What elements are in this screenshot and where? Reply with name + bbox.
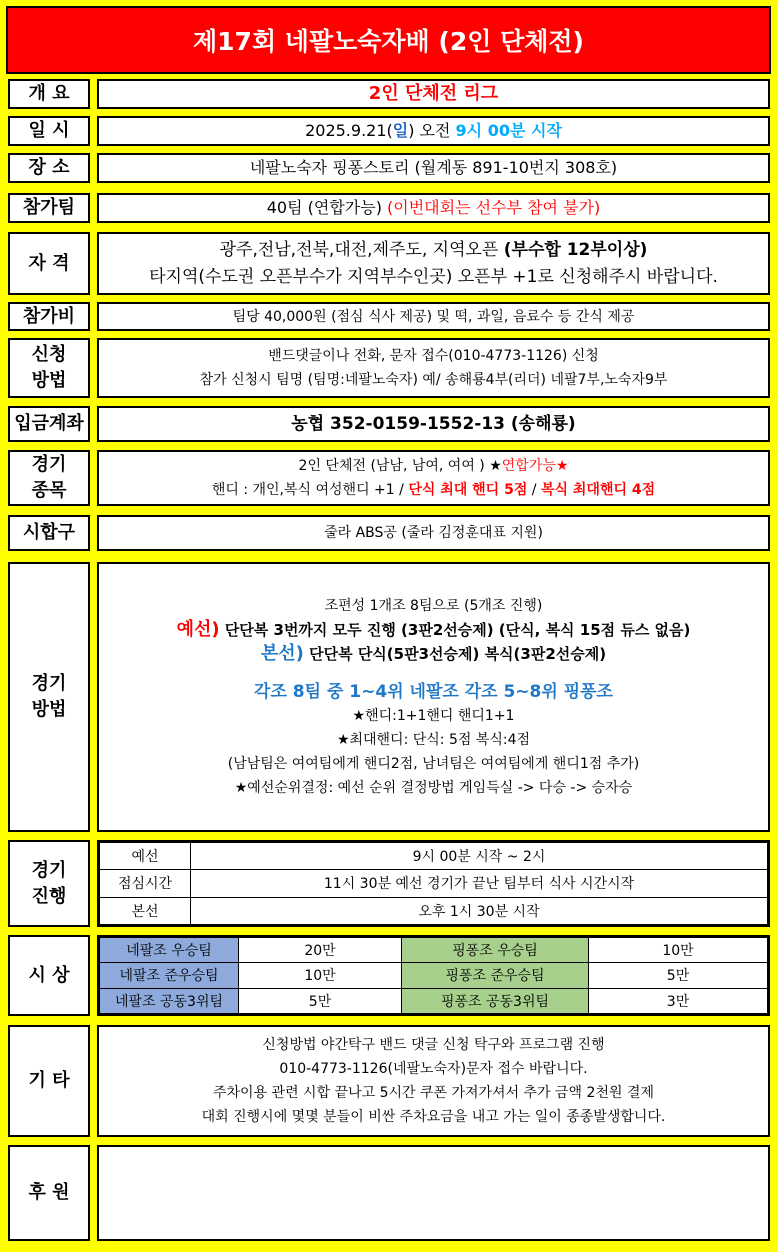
events-line2b: 단식 최대 핸디 5점 — [408, 482, 528, 498]
place-value-box — [97, 153, 770, 183]
table-row — [100, 843, 768, 870]
date-line — [305, 119, 562, 143]
date-close: ) 오전 — [408, 121, 456, 140]
events-label: 경기 종목 — [8, 450, 90, 506]
overview-value-box — [97, 79, 770, 109]
progress-label: 경기 진행 — [8, 840, 90, 927]
fee-value-box — [97, 302, 770, 331]
method-l4: 각조 8팀 중 1~4위 네팔조 각조 5~8위 핑퐁조 — [254, 682, 613, 702]
sponsor-label: 후 원 — [8, 1145, 90, 1241]
progress-name: 본선 — [100, 897, 191, 924]
method-l2: 단단복 3번까지 모두 진행 (3판2선승제) (단식, 복식 15점 듀스 없음) — [219, 621, 691, 639]
prize-pingpong-amount: 10만 — [589, 938, 768, 963]
events-line2a: 핸디 : 개인,복식 여성핸디 +1 / — [211, 482, 409, 498]
date-text: 2025.9.21( — [305, 121, 393, 140]
date-label: 일 시 — [8, 116, 90, 146]
events-value-box — [97, 450, 770, 506]
table-row — [100, 963, 768, 988]
prize-pingpong-name: 핑퐁조 우승팀 — [402, 938, 589, 963]
other-l1: 신청방법 야간탁구 밴드 댓글 신청 탁구와 프로그램 진행 — [262, 1037, 605, 1053]
date-time: 9시 00분 시작 — [455, 121, 562, 140]
progress-name: 점심시간 — [100, 870, 191, 897]
progress-table — [99, 842, 768, 925]
qualification-line1: 광주,전남,전북,대전,제주도, 지역오픈 — [219, 239, 504, 260]
method-value-box — [97, 562, 770, 832]
method-l8: ★예선순위결정: 예선 순위 결정방법 게임득실 -> 다승 -> 승자승 — [234, 780, 633, 796]
teams-value: 40팀 (연합가능) — [266, 198, 388, 217]
table-row — [100, 988, 768, 1013]
ball-value: 줄라 ABS공 (줄라 김정훈대표 지원) — [324, 525, 543, 541]
place-label: 장 소 — [8, 153, 90, 183]
method-main-tag: 본선) — [260, 643, 304, 664]
other-l2: 010-4773-1126(네팔노숙자)문자 접수 바랍니다. — [279, 1061, 588, 1077]
qualification-value-box — [97, 232, 770, 295]
teams-label: 참가팀 — [8, 193, 90, 223]
method-label: 경기 방법 — [8, 562, 90, 832]
account-value: 농협 352-0159-1552-13 (송해룡) — [291, 414, 576, 434]
date-day: 일 — [392, 121, 409, 140]
overview-label: 개 요 — [8, 79, 90, 109]
prize-nepal-name: 네팔조 공동3위팀 — [100, 988, 239, 1013]
other-l3: 주차이용 관련 시합 끝나고 5시간 쿠폰 가져가셔서 추가 금액 2천원 결제 — [213, 1085, 654, 1101]
teams-note: (이번대회는 선수부 참여 불가) — [387, 198, 601, 217]
qualification-line1-bold: (부수합 12부이상) — [503, 239, 648, 260]
events-line1: 2인 단체전 (남남, 남여, 여여 ) ★ — [298, 458, 502, 474]
teams-value-box — [97, 193, 770, 223]
qualification-line2: 타지역(수도권 오픈부수가 지역부수인곳) 오픈부 +1로 신청해주시 바랍니다. — [149, 266, 718, 287]
progress-name: 예선 — [100, 843, 191, 870]
qualification-label: 자 격 — [8, 232, 90, 295]
method-l5: ★핸디:1+1핸디 핸디1+1 — [352, 708, 515, 724]
events-line1-red: 연합가능★ — [501, 458, 569, 474]
events-line2c: / — [527, 482, 541, 498]
prize-pingpong-name: 핑퐁조 공동3위팀 — [402, 988, 589, 1013]
prizes-label: 시 상 — [8, 935, 90, 1016]
overview-value: 2인 단체전 리그 — [368, 83, 499, 104]
place-value: 네팔노숙자 핑퐁스토리 (월계동 891-10번지 308호) — [249, 158, 618, 177]
method-l6: ★최대핸디: 단식: 5점 복식:4점 — [336, 732, 531, 748]
ball-value-box — [97, 515, 770, 551]
other-label: 기 타 — [8, 1025, 90, 1137]
table-row — [100, 938, 768, 963]
progress-value: 오후 1시 30분 시작 — [191, 897, 768, 924]
apply-line1: 밴드댓글이나 전화, 문자 접수(010-4773-1126) 신청 — [268, 348, 599, 364]
method-prelim-tag: 예선) — [176, 619, 220, 640]
prize-pingpong-amount: 5만 — [589, 963, 768, 988]
prizes-table — [99, 937, 768, 1014]
prize-pingpong-name: 핑퐁조 준우승팀 — [402, 963, 589, 988]
method-l7: (남남팀은 여여팀에게 핸디2점, 남녀팀은 여여팀에게 핸디1점 추가) — [227, 756, 640, 772]
table-row — [100, 897, 768, 924]
sponsor-value-box — [97, 1145, 770, 1241]
fee-label: 참가비 — [8, 302, 90, 331]
prizes-table-box — [97, 935, 770, 1016]
prize-nepal-amount: 20만 — [239, 938, 402, 963]
apply-line2: 참가 신청시 팀명 (팀명:네팔노숙자) 예/ 송해룡4부(리더) 네팔7부,노숙자9부 — [199, 372, 668, 388]
apply-label: 신청 방법 — [8, 338, 90, 398]
prize-nepal-amount: 5만 — [239, 988, 402, 1013]
account-value-box — [97, 406, 770, 442]
page-title: 제17회 네팔노숙자배 (2인 단체전) — [6, 6, 771, 74]
progress-table-box — [97, 840, 770, 927]
fee-value: 팀당 40,000원 (점심 식사 제공) 및 떡, 과일, 음료수 등 간식 제공 — [232, 308, 635, 325]
account-label: 입금계좌 — [8, 406, 90, 442]
prize-nepal-name: 네팔조 우승팀 — [100, 938, 239, 963]
events-line2d: 복식 최대핸디 4점 — [540, 482, 656, 498]
date-value-box — [97, 116, 770, 146]
apply-value-box — [97, 338, 770, 398]
method-l1: 조편성 1개조 8팀으로 (5개조 진행) — [324, 598, 543, 614]
prize-nepal-name: 네팔조 준우승팀 — [100, 963, 239, 988]
method-l3: 단단복 단식(5판3선승제) 복식(3판2선승제) — [303, 645, 607, 663]
ball-label: 시합구 — [8, 515, 90, 551]
prize-pingpong-amount: 3만 — [589, 988, 768, 1013]
prize-nepal-amount: 10만 — [239, 963, 402, 988]
progress-value: 11시 30분 예선 경기가 끝난 팀부터 식사 시간시작 — [191, 870, 768, 897]
table-row — [100, 870, 768, 897]
other-l4: 대회 진행시에 몇몇 분들이 비싼 주차요금을 내고 가는 일이 종종발생합니다. — [201, 1109, 666, 1125]
progress-value: 9시 00분 시작 ~ 2시 — [191, 843, 768, 870]
other-value-box — [97, 1025, 770, 1137]
